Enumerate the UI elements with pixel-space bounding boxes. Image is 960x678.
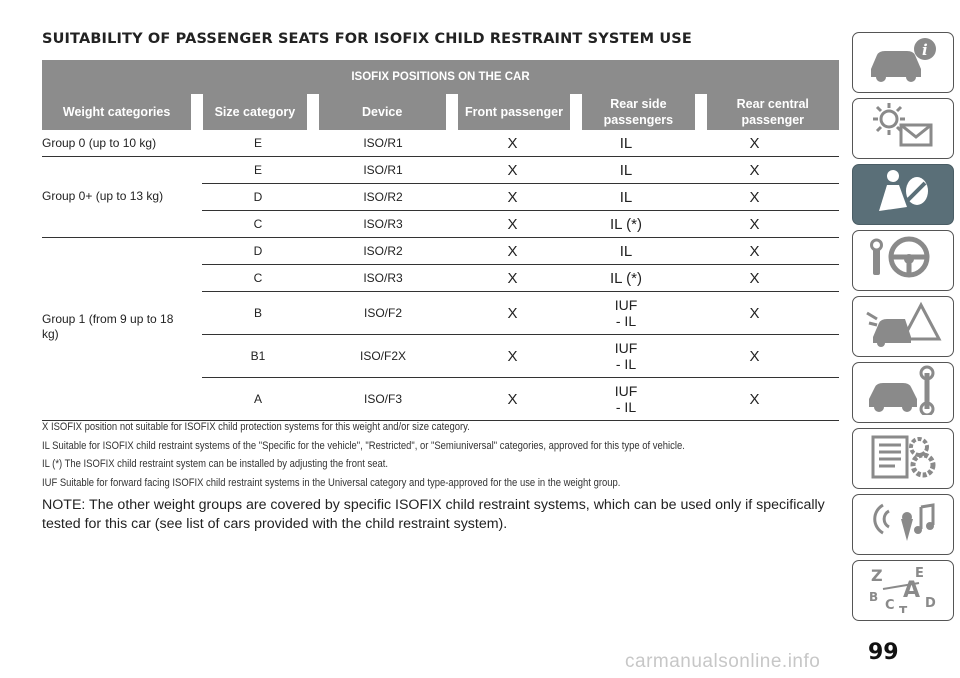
cell-device: ISO/R3 (363, 271, 403, 285)
svg-text:Z: Z (871, 566, 883, 585)
cell-rear-side: IUF - IL (614, 340, 638, 372)
table-row (202, 265, 839, 292)
table-column-header-row (42, 94, 839, 130)
svg-text:A: A (903, 578, 921, 603)
cell-size: E (253, 136, 262, 150)
table-row (202, 292, 839, 335)
sidebar-tab-8[interactable] (852, 494, 954, 555)
group-label: Group 0+ (up to 13 kg) (42, 188, 164, 203)
cell-rear-central: X (749, 269, 760, 287)
chapter-sidebar (852, 32, 956, 626)
cell-size: D (253, 190, 263, 204)
table-group (42, 238, 839, 421)
sidebar-tab-7[interactable] (852, 428, 954, 489)
footnote: IL Suitable for ISOFIX child restraint systems of the "Specific for the vehicle", "Restricted", or "Semiuniversal" categories, approved for this type of vehicle. (42, 439, 685, 452)
col-header-rear-central: Rear central passenger (707, 94, 839, 130)
cell-rear-central: X (749, 242, 760, 260)
table-row (202, 238, 839, 265)
cell-rear-central: X (749, 161, 760, 179)
page-title: SUITABILITY OF PASSENGER SEATS FOR ISOFIX CHILD RESTRAINT SYSTEM USE (42, 31, 692, 47)
svg-text:i: i (922, 41, 928, 59)
col-header-device: Device (319, 94, 446, 130)
sidebar-tab-2[interactable] (852, 98, 954, 159)
svg-text:B: B (869, 590, 879, 604)
cell-rear-side: IUF - IL (614, 383, 638, 415)
table-row (202, 211, 839, 238)
sidebar-tab-9[interactable] (852, 560, 954, 621)
cell-rear-central: X (749, 347, 760, 365)
cell-front: X (507, 242, 518, 260)
col-header-weight: Weight categories (42, 94, 191, 130)
svg-text:T: T (899, 604, 908, 613)
table-row (202, 335, 839, 378)
cell-size: D (253, 244, 263, 258)
alphabetical-index-icon (863, 563, 943, 618)
cell-device: ISO/F3 (363, 392, 402, 406)
sidebar-tab-4[interactable] (852, 230, 954, 291)
cell-device: ISO/R2 (363, 244, 403, 258)
cell-front: X (507, 390, 518, 408)
table-group (42, 157, 839, 238)
cell-rear-side: IL (*) (610, 269, 642, 287)
cell-size: B (253, 306, 262, 320)
airbag-safety-icon (863, 167, 943, 222)
cell-rear-central: X (749, 215, 760, 233)
cell-front: X (507, 188, 518, 206)
cell-size: C (253, 217, 263, 231)
footnote: IUF Suitable for forward facing ISOFIX child restraint systems in the Universal category and type-approved for the use in the weight group. (42, 476, 621, 489)
cell-device: ISO/R3 (363, 217, 403, 231)
col-header-size: Size category (203, 94, 306, 130)
svg-text:D: D (925, 596, 936, 611)
table-body (42, 130, 839, 421)
cell-rear-side: IL (*) (610, 215, 642, 233)
cell-size: C (253, 271, 263, 285)
cell-rear-side: IL (619, 242, 633, 260)
cell-rear-central: X (749, 188, 760, 206)
table-row (202, 378, 839, 421)
cell-rear-side: IL (619, 134, 633, 152)
car-info-icon (863, 35, 943, 90)
group-label: Group 0 (up to 10 kg) (42, 135, 157, 150)
table-row (202, 184, 839, 211)
sidebar-tab-1[interactable] (852, 32, 954, 93)
cell-size: B1 (250, 349, 266, 363)
cell-front: X (507, 347, 518, 365)
cell-device: ISO/F2 (363, 306, 402, 320)
col-header-rear-side: Rear side passengers (582, 94, 694, 130)
cell-rear-side: IL (619, 161, 633, 179)
cell-front: X (507, 269, 518, 287)
cell-rear-side: IL (619, 188, 633, 206)
cell-device: ISO/R1 (363, 163, 403, 177)
breakdown-icon (863, 299, 943, 354)
footnotes (42, 421, 842, 495)
car-maintenance-icon (863, 365, 943, 420)
watermark: carmanualsonline.info (625, 651, 821, 672)
footnote: IL (*) The ISOFIX child restraint system can be installed by adjusting the front seat. (42, 458, 388, 471)
cell-device: ISO/R1 (363, 136, 403, 150)
page-number: 99 (868, 640, 899, 665)
steering-wheel-icon (863, 233, 943, 288)
cell-front: X (507, 161, 518, 179)
cell-rear-central: X (749, 304, 760, 322)
cell-device: ISO/R2 (363, 190, 403, 204)
multimedia-icon (863, 497, 943, 552)
svg-text:C: C (885, 598, 895, 613)
cell-size: A (253, 392, 262, 406)
cell-rear-central: X (749, 134, 760, 152)
cell-size: E (253, 163, 262, 177)
footnote: X ISOFIX position not suitable for ISOFIX child protection systems for this weight and/or size category. (42, 421, 470, 433)
col-header-front: Front passenger (458, 94, 570, 130)
sidebar-tab-3[interactable] (852, 164, 954, 225)
note-paragraph: NOTE: The other weight groups are covered by specific ISOFIX child restraint systems, which can be used only if specifically tested for this car (see list of cars provided with the child restraint system). (42, 497, 825, 532)
table-top-header: ISOFIX POSITIONS ON THE CAR (42, 60, 839, 94)
cell-front: X (507, 304, 518, 322)
cell-rear-side: IUF - IL (614, 297, 638, 329)
cell-rear-central: X (749, 390, 760, 408)
table-row (202, 157, 839, 184)
sidebar-tab-6[interactable] (852, 362, 954, 423)
svg-text:E: E (915, 566, 924, 581)
isofix-table (42, 60, 839, 421)
group-label: Group 1 (from 9 up to 18 kg) (42, 312, 174, 341)
cell-front: X (507, 215, 518, 233)
table-group (42, 130, 839, 157)
cell-front: X (507, 134, 518, 152)
warning-lights-icon (863, 101, 943, 156)
technical-specs-icon (863, 431, 943, 486)
cell-device: ISO/F2X (359, 349, 406, 363)
sidebar-tab-5[interactable] (852, 296, 954, 357)
